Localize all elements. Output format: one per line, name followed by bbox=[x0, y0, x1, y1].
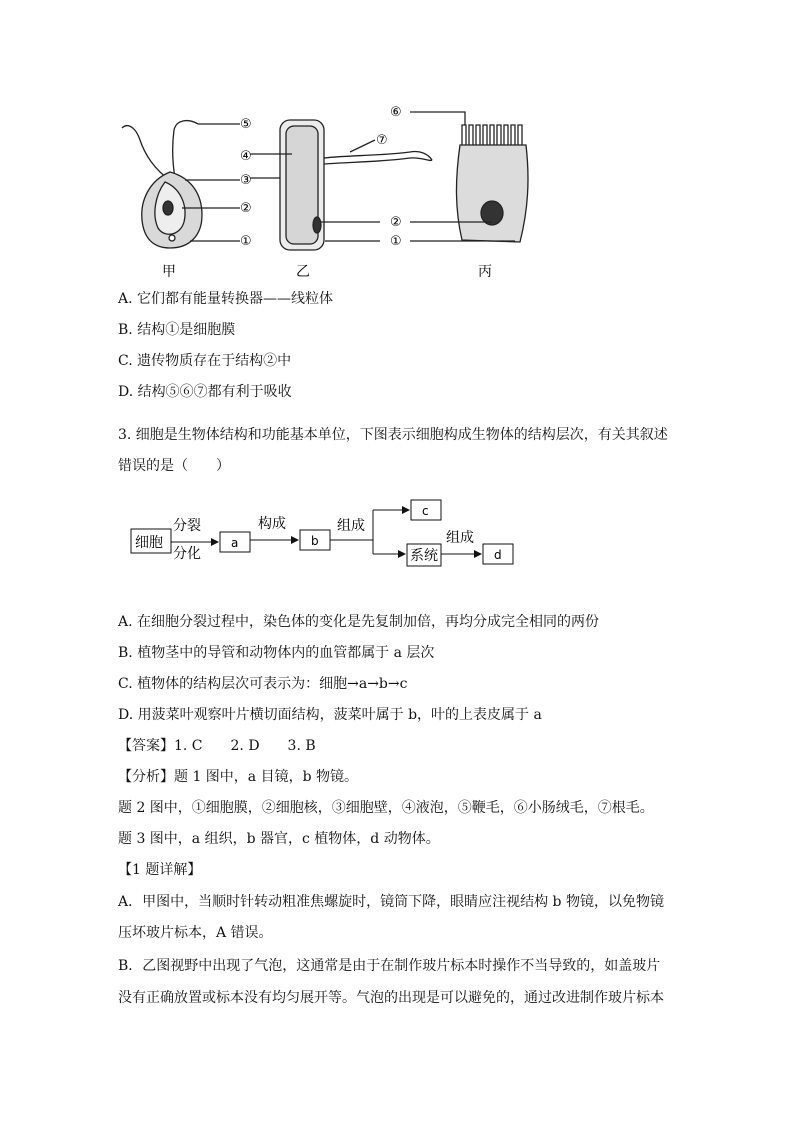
detail-a-line2: 压坏玻片标本，A 错误。 bbox=[118, 925, 273, 941]
q3-option-d: D. 用菠菜叶观察叶片横切面结构，菠菜叶属于 b，叶的上表皮属于 a bbox=[118, 707, 542, 723]
q3-option-c: C. 植物体的结构层次可表示为：细胞→a→b→c bbox=[118, 676, 408, 692]
flow-d: d bbox=[494, 548, 502, 562]
detail-a-line1: A．甲图中，当顺时针转动粗准焦螺旋时，镜筒下降，眼睛应注视结构 b 物镜，以免物镜 bbox=[118, 894, 664, 910]
hierarchy-flow-diagram bbox=[125, 492, 545, 572]
flow-differentiate: 分化 bbox=[173, 546, 201, 562]
detail-b-line1: B．乙图视野中出现了气泡，这通常是由于在制作玻片标本时操作不当导致的，如盖玻片 bbox=[118, 958, 661, 974]
flow-form2: 组成 bbox=[337, 518, 365, 534]
analysis-line3: 题 3 图中，a 组织，b 器官，c 植物体，d 动物体。 bbox=[118, 831, 440, 847]
answer-line: 【答案】1. C 2. D 3. B bbox=[118, 738, 316, 754]
label-1-yi-bing: ① bbox=[390, 234, 402, 249]
flow-system: 系统 bbox=[410, 548, 438, 564]
label-2-yi-bing: ② bbox=[390, 215, 402, 230]
q3-option-a: A. 在细胞分裂过程中，染色体的变化是先复制加倍，再均分成完全相同的两份 bbox=[118, 614, 600, 630]
detail-heading: 【1 题详解】 bbox=[118, 862, 202, 878]
label-jia: 甲 bbox=[162, 264, 176, 280]
label-bing: 丙 bbox=[478, 264, 492, 280]
q2-option-c: C. 遗传物质存在于结构②中 bbox=[118, 353, 292, 369]
analysis-title: 【分析】题 1 图中，a 目镜，b 物镜。 bbox=[118, 769, 359, 785]
q3-option-b: B. 植物茎中的导管和动物体内的血管都属于 a 层次 bbox=[118, 645, 435, 661]
cell-figure bbox=[110, 100, 670, 285]
flow-divide: 分裂 bbox=[173, 518, 201, 534]
label-6: ⑥ bbox=[390, 105, 402, 120]
label-3: ③ bbox=[240, 173, 252, 188]
q3-stem-line2: 错误的是（ ） bbox=[118, 458, 230, 474]
analysis-line2: 题 2 图中，①细胞膜，②细胞核，③细胞壁，④液泡，⑤鞭毛，⑥小肠绒毛，⑦根毛。 bbox=[118, 800, 654, 816]
flow-cell: 细胞 bbox=[135, 535, 163, 551]
label-2-jia: ② bbox=[240, 201, 252, 216]
detail-b-line2: 没有正确放置或标本没有均匀展开等。气泡的出现是可以避免的，通过改进制作玻片标本 bbox=[118, 990, 664, 1006]
flow-b: b bbox=[311, 534, 319, 548]
q2-option-a: A. 它们都有能量转换器——线粒体 bbox=[118, 291, 334, 307]
q2-option-d: D. 结构⑤⑥⑦都有利于吸收 bbox=[118, 384, 292, 400]
flow-c: c bbox=[422, 504, 429, 518]
q2-option-b: B. 结构①是细胞膜 bbox=[118, 322, 236, 338]
flow-a: a bbox=[231, 536, 239, 550]
label-yi: 乙 bbox=[296, 264, 310, 280]
cell-bing-drawing bbox=[410, 112, 528, 242]
flow-form1: 构成 bbox=[258, 516, 286, 532]
q3-stem-line1: 3. 细胞是生物体结构和功能基本单位，下图表示细胞构成生物体的结构层次，有关其叙述 bbox=[118, 427, 668, 443]
flow-form3: 组成 bbox=[446, 530, 474, 546]
cell-jia-drawing bbox=[122, 121, 240, 248]
label-5-jia: ⑤ bbox=[240, 117, 252, 132]
label-1-jia: ① bbox=[240, 234, 252, 249]
label-4: ④ bbox=[240, 149, 252, 164]
cell-yi-drawing bbox=[250, 120, 432, 250]
label-7: ⑦ bbox=[376, 133, 388, 148]
